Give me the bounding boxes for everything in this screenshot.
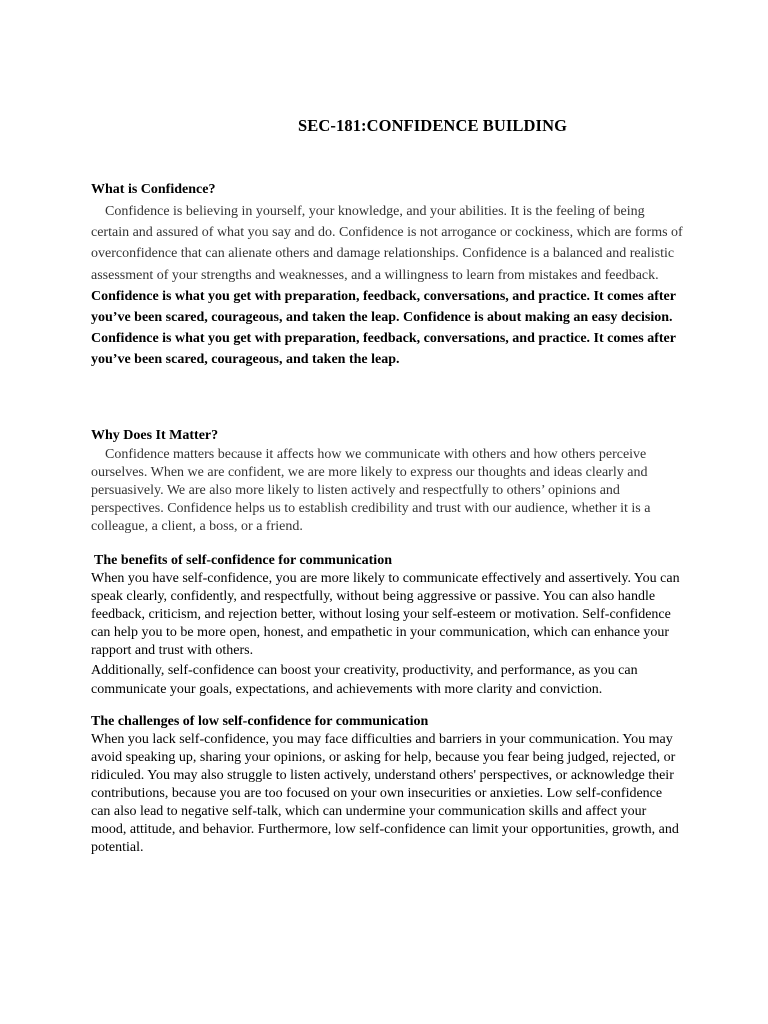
section-paragraph: When you lack self-confidence, you may face difficulties and barriers in your communication. You may avoid speaking up, sharing your opinions, or asking for help, because you fear being judged, rejected, or ridiculed. You may also struggle to listen actively, understand others' perspectives, or acknowledge their contributions, because you are too focused on your own insecurities or anxieties. Low self-confidence can also lead to negative self-talk, which can undermine your communication skills and affect your mood, attitude, and behavior. Furthermore, low self-confidence can limit your opportunities, growth, and potential.: [91, 732, 679, 855]
document-title: SEC-181:CONFIDENCE BUILDING: [298, 116, 568, 135]
section-paragraph: Additionally, self-confidence can boost your creativity, productivity, and performance, as you can communicate your goals, expectations, and achievements with more clarity and conviction.: [91, 663, 638, 697]
section-heading: The challenges of low self-confidence for communication: [91, 714, 429, 729]
section-paragraph: Confidence is believing in yourself, your knowledge, and your abilities. It is the feeling of being certain and assured of what you say and do. Confidence is not arrogance or cockiness, which are forms of overconfidence that can alienate others and damage relationships. Confidence is a balanced and realistic assessment of your strengths and weaknesses, and a willingness to learn from mistakes and feedback.: [91, 204, 683, 283]
section-paragraph-bold: Confidence is what you get with preparation, feedback, conversations, and practice. It comes after you’ve been scared, courageous, and taken the leap. Confidence is about making an easy decision. Confidence is what you get with preparation, feedback, conversations, and practice. It comes after you’ve been scared, courageous, and taken the leap.: [91, 288, 676, 368]
section-why-does-it-matter: [91, 427, 683, 536]
section-what-is-confidence: [91, 181, 683, 371]
section-benefits: [91, 552, 683, 699]
section-paragraph: Confidence matters because it affects how we communicate with others and how others perceive ourselves. When we are confident, we are more likely to express our thoughts and ideas clearly and persuasively. We are also more likely to listen actively and respectfully to others’ opinions and perspectives. Confidence helps us to establish credibility and trust with our audience, whether it is a colleague, a client, a boss, or a friend.: [91, 447, 651, 534]
section-heading: Why Does It Matter?: [91, 428, 219, 443]
section-heading: The benefits of self-confidence for communication: [94, 553, 392, 568]
section-heading: What is Confidence?: [91, 182, 216, 197]
section-challenges: [91, 713, 683, 857]
section-paragraph: When you have self-confidence, you are more likely to communicate effectively and assertively. You can speak clearly, confidently, and respectfully, without being aggressive or passive. You can also handle feedback, criticism, and rejection better, without losing your self-esteem or motivation. Self-confidence can help you to be more open, honest, and empathetic in your communication, which can enhance your rapport and trust with others.: [91, 571, 680, 658]
